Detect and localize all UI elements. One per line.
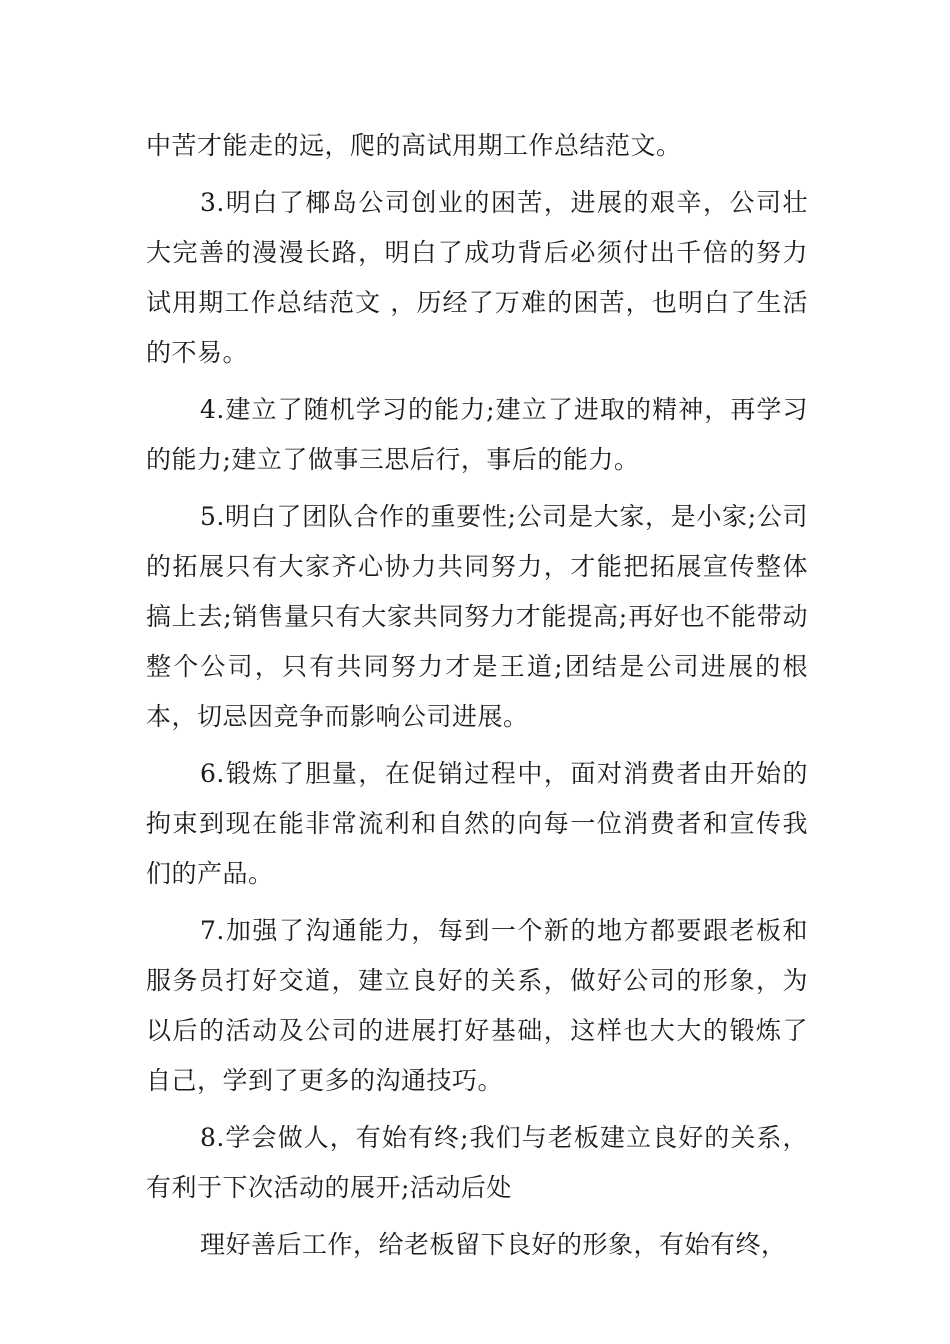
paragraph-continuation: 中苦才能走的远，爬的高试用期工作总结范文。 — [146, 131, 682, 160]
paragraph-item-8: 8.学会做人，有始有终;我们与老板建立良好的关系，有利于下次活动的展开;活动后处 — [146, 1123, 808, 1202]
paragraph-item-4: 4.建立了随机学习的能力;建立了进取的精神，再学习的能力;建立了做事三思后行，事后的能力。 — [146, 395, 808, 474]
paragraph-item-3: 3.明白了椰岛公司创业的困苦，进展的艰辛，公司壮大完善的漫漫长路，明白了成功背后必须付出千倍的努力试用期工作总结范文 ，历经了万难的困苦，也明白了生活的不易。 — [146, 188, 808, 367]
paragraph-trailing: 理好善后工作，给老板留下良好的形象，有始有终， — [200, 1230, 787, 1259]
paragraph-item-6: 6.锻炼了胆量，在促销过程中，面对消费者由开始的拘束到现在能非常流利和自然的向每一位消费者和宣传我们的产品。 — [146, 759, 808, 888]
paragraph-item-7: 7.加强了沟通能力，每到一个新的地方都要跟老板和服务员打好交道，建立良好的关系，做好公司的形象，为以后的活动及公司的进展打好基础，这样也大大的锻炼了自己，学到了更多的沟通技巧。 — [146, 916, 808, 1095]
document-body — [146, 121, 808, 1277]
paragraph-item-5: 5.明白了团队合作的重要性;公司是大家，是小家;公司的拓展只有大家齐心协力共同努力，才能把拓展宣传整体搞上去;销售量只有大家共同努力才能提高;再好也不能带动整个公司，只有共同努力才是王道;团结是公司进展的根本，切忌因竞争而影响公司进展。 — [146, 502, 808, 731]
